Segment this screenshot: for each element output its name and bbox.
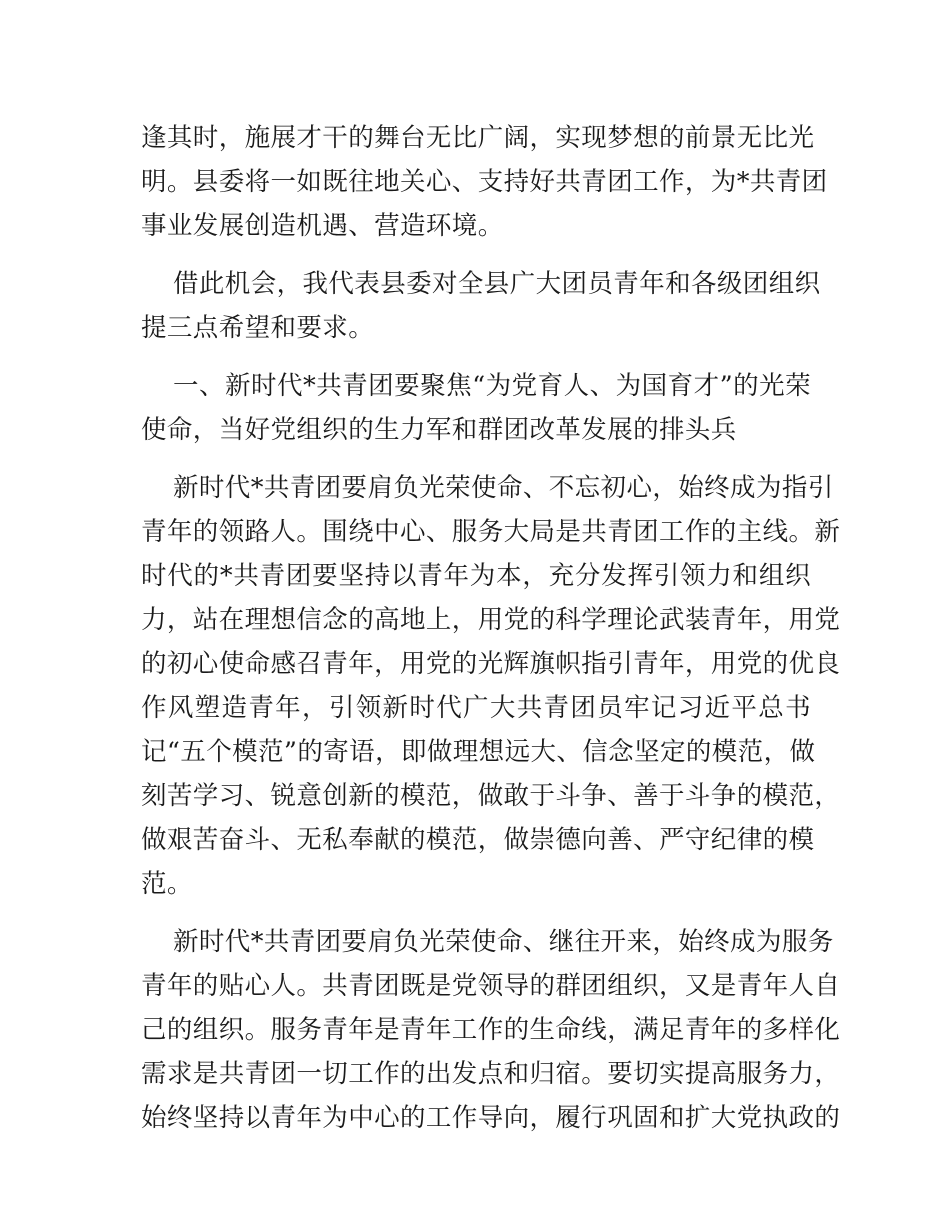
document-body (141, 116, 841, 1154)
heading-line: 使命，当好党组织的生力军和群团改革发展的排头兵 (141, 415, 737, 445)
text-line: 己的组织。服务青年是青年工作的生命线，满足青年的多样化 (141, 1015, 841, 1045)
text-line: 时代的*共青团要坚持以青年为本，充分发挥引领力和组织 (141, 561, 811, 591)
section-heading-1 (141, 364, 811, 452)
text-line: 事业发展创造机遇、营造环境。 (141, 211, 504, 241)
text-line: 青年的贴心人。共青团既是党领导的群团组织，又是青年人自 (141, 971, 841, 1001)
text-line: 需求是共青团一切工作的出发点和归宿。要切实提高服务力， (141, 1059, 841, 1089)
paragraph-1 (141, 116, 828, 248)
text-line: 记“五个模范”的寄语，即做理想远大、信念坚定的模范，做 (141, 737, 816, 767)
text-line: 范。 (141, 869, 193, 899)
text-line: 青年的领路人。围绕中心、服务大局是共青团工作的主线。新 (141, 517, 841, 547)
text-line: 做艰苦奋斗、无私奉献的模范，做崇德向善、严守纪律的模 (141, 825, 815, 855)
text-line: 逢其时，施展才干的舞台无比广阔，实现梦想的前景无比光 (141, 123, 815, 153)
paragraph-4 (141, 920, 841, 1140)
text-line: 明。县委将一如既往地关心、支持好共青团工作，为*共青团 (141, 167, 828, 197)
text-line: 力，站在理想信念的高地上，用党的科学理论武装青年，用党 (141, 605, 841, 635)
paragraph-3 (141, 466, 841, 906)
text-line: 刻苦学习、锐意创新的模范，做敢于斗争、善于斗争的模范， (141, 781, 841, 811)
text-line: 提三点希望和要求。 (141, 313, 375, 343)
paragraph-2 (141, 262, 821, 350)
text-line: 作风塑造青年，引领新时代广大共青团员牢记习近平总书 (141, 693, 811, 723)
text-line: 新时代*共青团要肩负光荣使命、不忘初心，始终成为指引 (173, 473, 834, 503)
text-line: 新时代*共青团要肩负光荣使命、继往开来，始终成为服务 (173, 927, 834, 957)
heading-line: 一、新时代*共青团要聚焦“为党育人、为国育才”的光荣 (173, 371, 811, 401)
text-line: 始终坚持以青年为中心的工作导向，履行巩固和扩大党执政的 (141, 1103, 841, 1133)
text-line: 借此机会，我代表县委对全县广大团员青年和各级团组织 (173, 269, 821, 299)
text-line: 的初心使命感召青年，用党的光辉旗帜指引青年，用党的优良 (141, 649, 841, 679)
